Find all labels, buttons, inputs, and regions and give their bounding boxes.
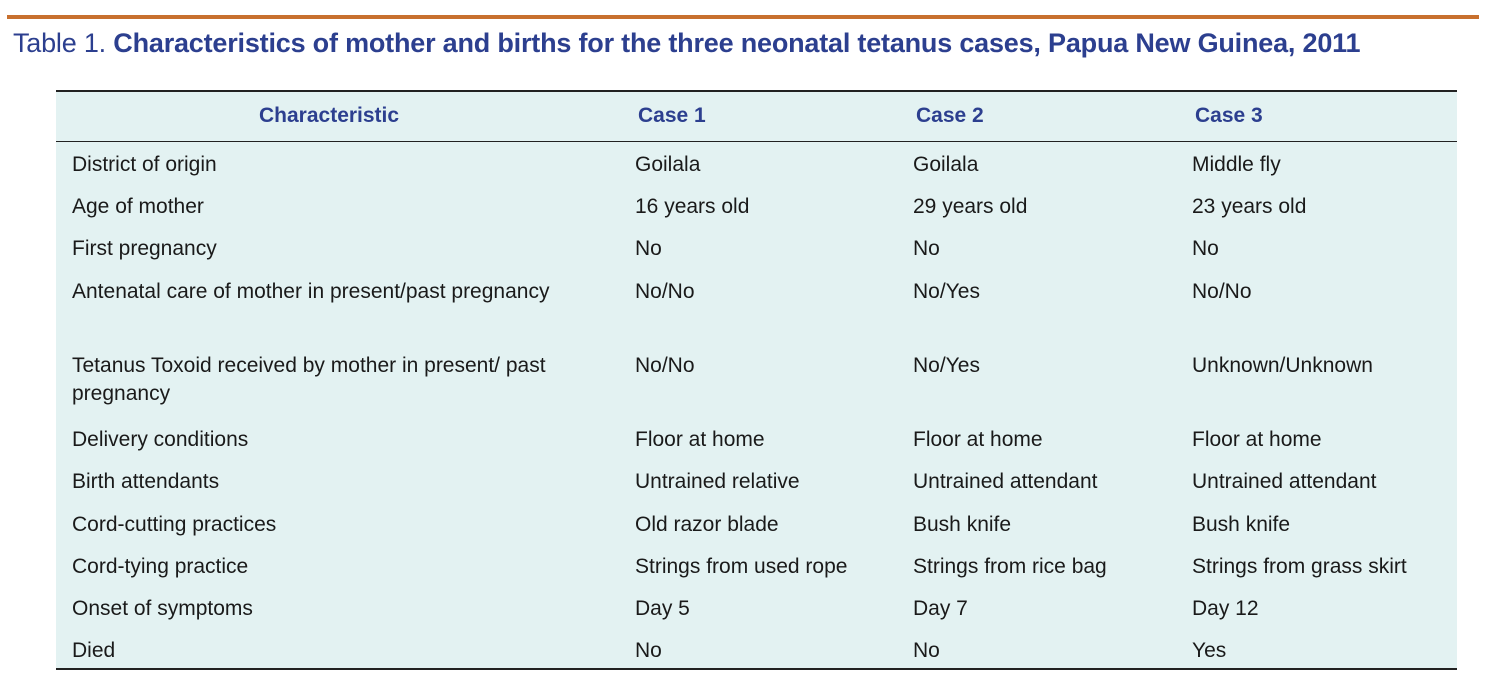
row-label: Cord-tying practice [72,555,249,578]
case-3-value: No/No [1192,280,1252,303]
case-3-value: 23 years old [1192,195,1307,218]
case-1-value: Old razor blade [635,513,779,536]
case-1-value: 16 years old [635,195,750,218]
case-1-value: No/No [635,354,695,377]
case-2-value: No/Yes [913,354,980,377]
row-label: Onset of symptoms [72,597,253,620]
table-header-row [56,92,1457,142]
case-1-value: No [635,237,662,260]
case-1-value: Floor at home [635,428,765,451]
case-1-value: No/No [635,280,695,303]
case-3-value: Untrained attendant [1192,470,1377,493]
case-3-value: No [1192,237,1219,260]
header-case-3: Case 3 [1195,104,1263,127]
row-label: District of origin [72,153,217,176]
case-3-value: Strings from grass skirt [1192,555,1407,578]
case-3-value: Yes [1192,639,1227,662]
row-label: Antenatal care of mother in present/past pregnancy [72,280,550,303]
table-caption [13,27,1360,59]
case-1-value: Day 5 [635,597,690,620]
top-accent-rule [7,15,1479,19]
header-case-1: Case 1 [638,104,706,127]
case-1-value: No [635,639,662,662]
row-label: Age of mother [72,195,204,218]
caption-title: Characteristics of mother and births for the three neonatal tetanus cases, Papua New Guinea, 2011 [113,28,1361,58]
case-2-value: No [913,237,940,260]
case-2-value: No/Yes [913,280,980,303]
case-2-value: Floor at home [913,428,1043,451]
case-2-value: Strings from rice bag [913,555,1107,578]
row-label: Birth attendants [72,470,220,493]
row-label: First pregnancy [72,237,217,260]
case-3-value: Middle fly [1192,153,1281,176]
case-1-value: Goilala [635,153,701,176]
row-label: Cord-cutting practices [72,513,277,536]
case-1-value: Strings from used rope [635,555,848,578]
case-3-value: Floor at home [1192,428,1322,451]
case-1-value: Untrained relative [635,470,800,493]
case-3-value: Unknown/Unknown [1192,354,1373,377]
caption-label: Table 1. [13,28,106,58]
case-2-value: Day 7 [913,597,968,620]
case-2-value: Bush knife [913,513,1012,536]
header-characteristic: Characteristic [259,104,400,127]
row-label: Delivery conditions [72,428,249,451]
case-3-value: Day 12 [1192,597,1259,620]
header-case-2: Case 2 [916,104,984,127]
row-label: Died [72,639,116,662]
case-2-value: 29 years old [913,195,1028,218]
row-label: Tetanus Toxoid received by mother in present/ past pregnancy [72,354,546,405]
case-3-value: Bush knife [1192,513,1291,536]
data-table [56,90,1457,670]
case-2-value: No [913,639,940,662]
case-2-value: Goilala [913,153,979,176]
case-2-value: Untrained attendant [913,470,1098,493]
